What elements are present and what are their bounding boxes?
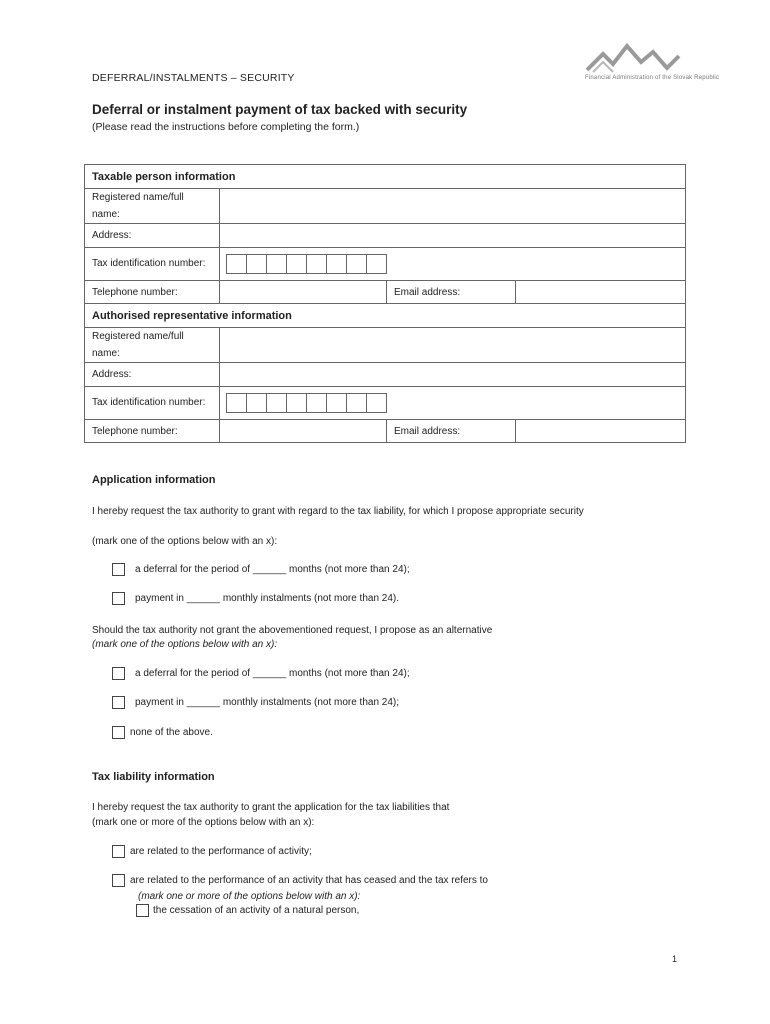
deferral-option[interactable]	[112, 563, 410, 576]
address-label: Address:	[85, 363, 220, 387]
phone-field[interactable]	[220, 420, 387, 443]
email-label: Email address:	[387, 420, 516, 443]
option-text: the cessation of an activity of a natural person,	[153, 905, 360, 916]
application-instruction: (mark one of the options below with an x):	[92, 536, 278, 547]
alternative-intro: Should the tax authority not grant the abovementioned request, I propose as an alternative	[92, 625, 493, 636]
option-text: are related to the performance of activity;	[130, 846, 312, 857]
checkbox[interactable]	[112, 592, 125, 605]
application-intro: I hereby request the tax authority to grant with regard to the tax liability, for which I propose appropriate security	[92, 506, 584, 517]
ceased-activity-option[interactable]	[112, 874, 488, 887]
checkbox[interactable]	[112, 667, 125, 680]
performance-option[interactable]	[112, 845, 312, 858]
liability-instruction: (mark one or more of the options below with an x):	[92, 817, 315, 828]
name-label: Registered name/full name:	[85, 328, 220, 363]
phone-label: Telephone number:	[85, 281, 220, 304]
tin-label: Tax identification number:	[85, 248, 220, 281]
sub-instruction: (mark one or more of the options below with an x):	[138, 891, 361, 902]
email-field[interactable]	[516, 281, 686, 304]
tin-field[interactable]	[220, 387, 686, 420]
name-label: Registered name/full name:	[85, 189, 220, 224]
taxable-person-table	[84, 164, 686, 304]
representative-table	[84, 303, 686, 443]
checkbox[interactable]	[136, 904, 149, 917]
phone-label: Telephone number:	[85, 420, 220, 443]
option-text: none of the above.	[130, 727, 213, 738]
section-heading: Authorised representative information	[85, 304, 686, 328]
checkbox[interactable]	[112, 845, 125, 858]
logo-caption: Financial Administration of the Slovak Republic	[585, 75, 720, 81]
address-label: Address:	[85, 224, 220, 248]
option-text: are related to the performance of an activity that has ceased and the tax refers to	[130, 875, 488, 886]
checkbox[interactable]	[112, 874, 125, 887]
name-field[interactable]	[220, 189, 686, 224]
tin-digit-boxes[interactable]	[226, 393, 679, 413]
name-field[interactable]	[220, 328, 686, 363]
none-option[interactable]	[112, 726, 213, 739]
option-text: payment in ______ monthly instalments (not more than 24).	[135, 593, 400, 604]
option-text: a deferral for the period of ______ months (not more than 24);	[135, 564, 410, 575]
alt-deferral-option[interactable]	[112, 667, 410, 680]
liability-intro: I hereby request the tax authority to grant the application for the tax liabilities that	[92, 802, 450, 813]
checkbox[interactable]	[112, 563, 125, 576]
address-field[interactable]	[220, 363, 686, 387]
natural-person-cessation-option[interactable]	[136, 904, 359, 917]
tin-label: Tax identification number:	[85, 387, 220, 420]
tin-field[interactable]	[220, 248, 686, 281]
form-title: Deferral or instalment payment of tax backed with security	[92, 102, 468, 117]
liability-heading: Tax liability information	[92, 771, 215, 783]
section-heading: Taxable person information	[85, 165, 686, 189]
alt-instalment-option[interactable]	[112, 696, 399, 709]
document-header-label: DEFERRAL/INSTALMENTS – SECURITY	[92, 72, 295, 84]
phone-field[interactable]	[220, 281, 387, 304]
instalment-option[interactable]	[112, 592, 399, 605]
checkbox[interactable]	[112, 696, 125, 709]
email-label: Email address:	[387, 281, 516, 304]
page-number: 1	[672, 954, 678, 964]
form-subtitle: (Please read the instructions before completing the form.)	[92, 121, 360, 133]
address-field[interactable]	[220, 224, 686, 248]
tin-digit-boxes[interactable]	[226, 254, 679, 274]
option-text: payment in ______ monthly instalments (not more than 24);	[135, 697, 400, 708]
email-field[interactable]	[516, 420, 686, 443]
option-text: a deferral for the period of ______ months (not more than 24);	[135, 668, 410, 679]
application-heading: Application information	[92, 474, 216, 486]
checkbox[interactable]	[112, 726, 125, 739]
alternative-instruction: (mark one of the options below with an x):	[92, 639, 278, 650]
